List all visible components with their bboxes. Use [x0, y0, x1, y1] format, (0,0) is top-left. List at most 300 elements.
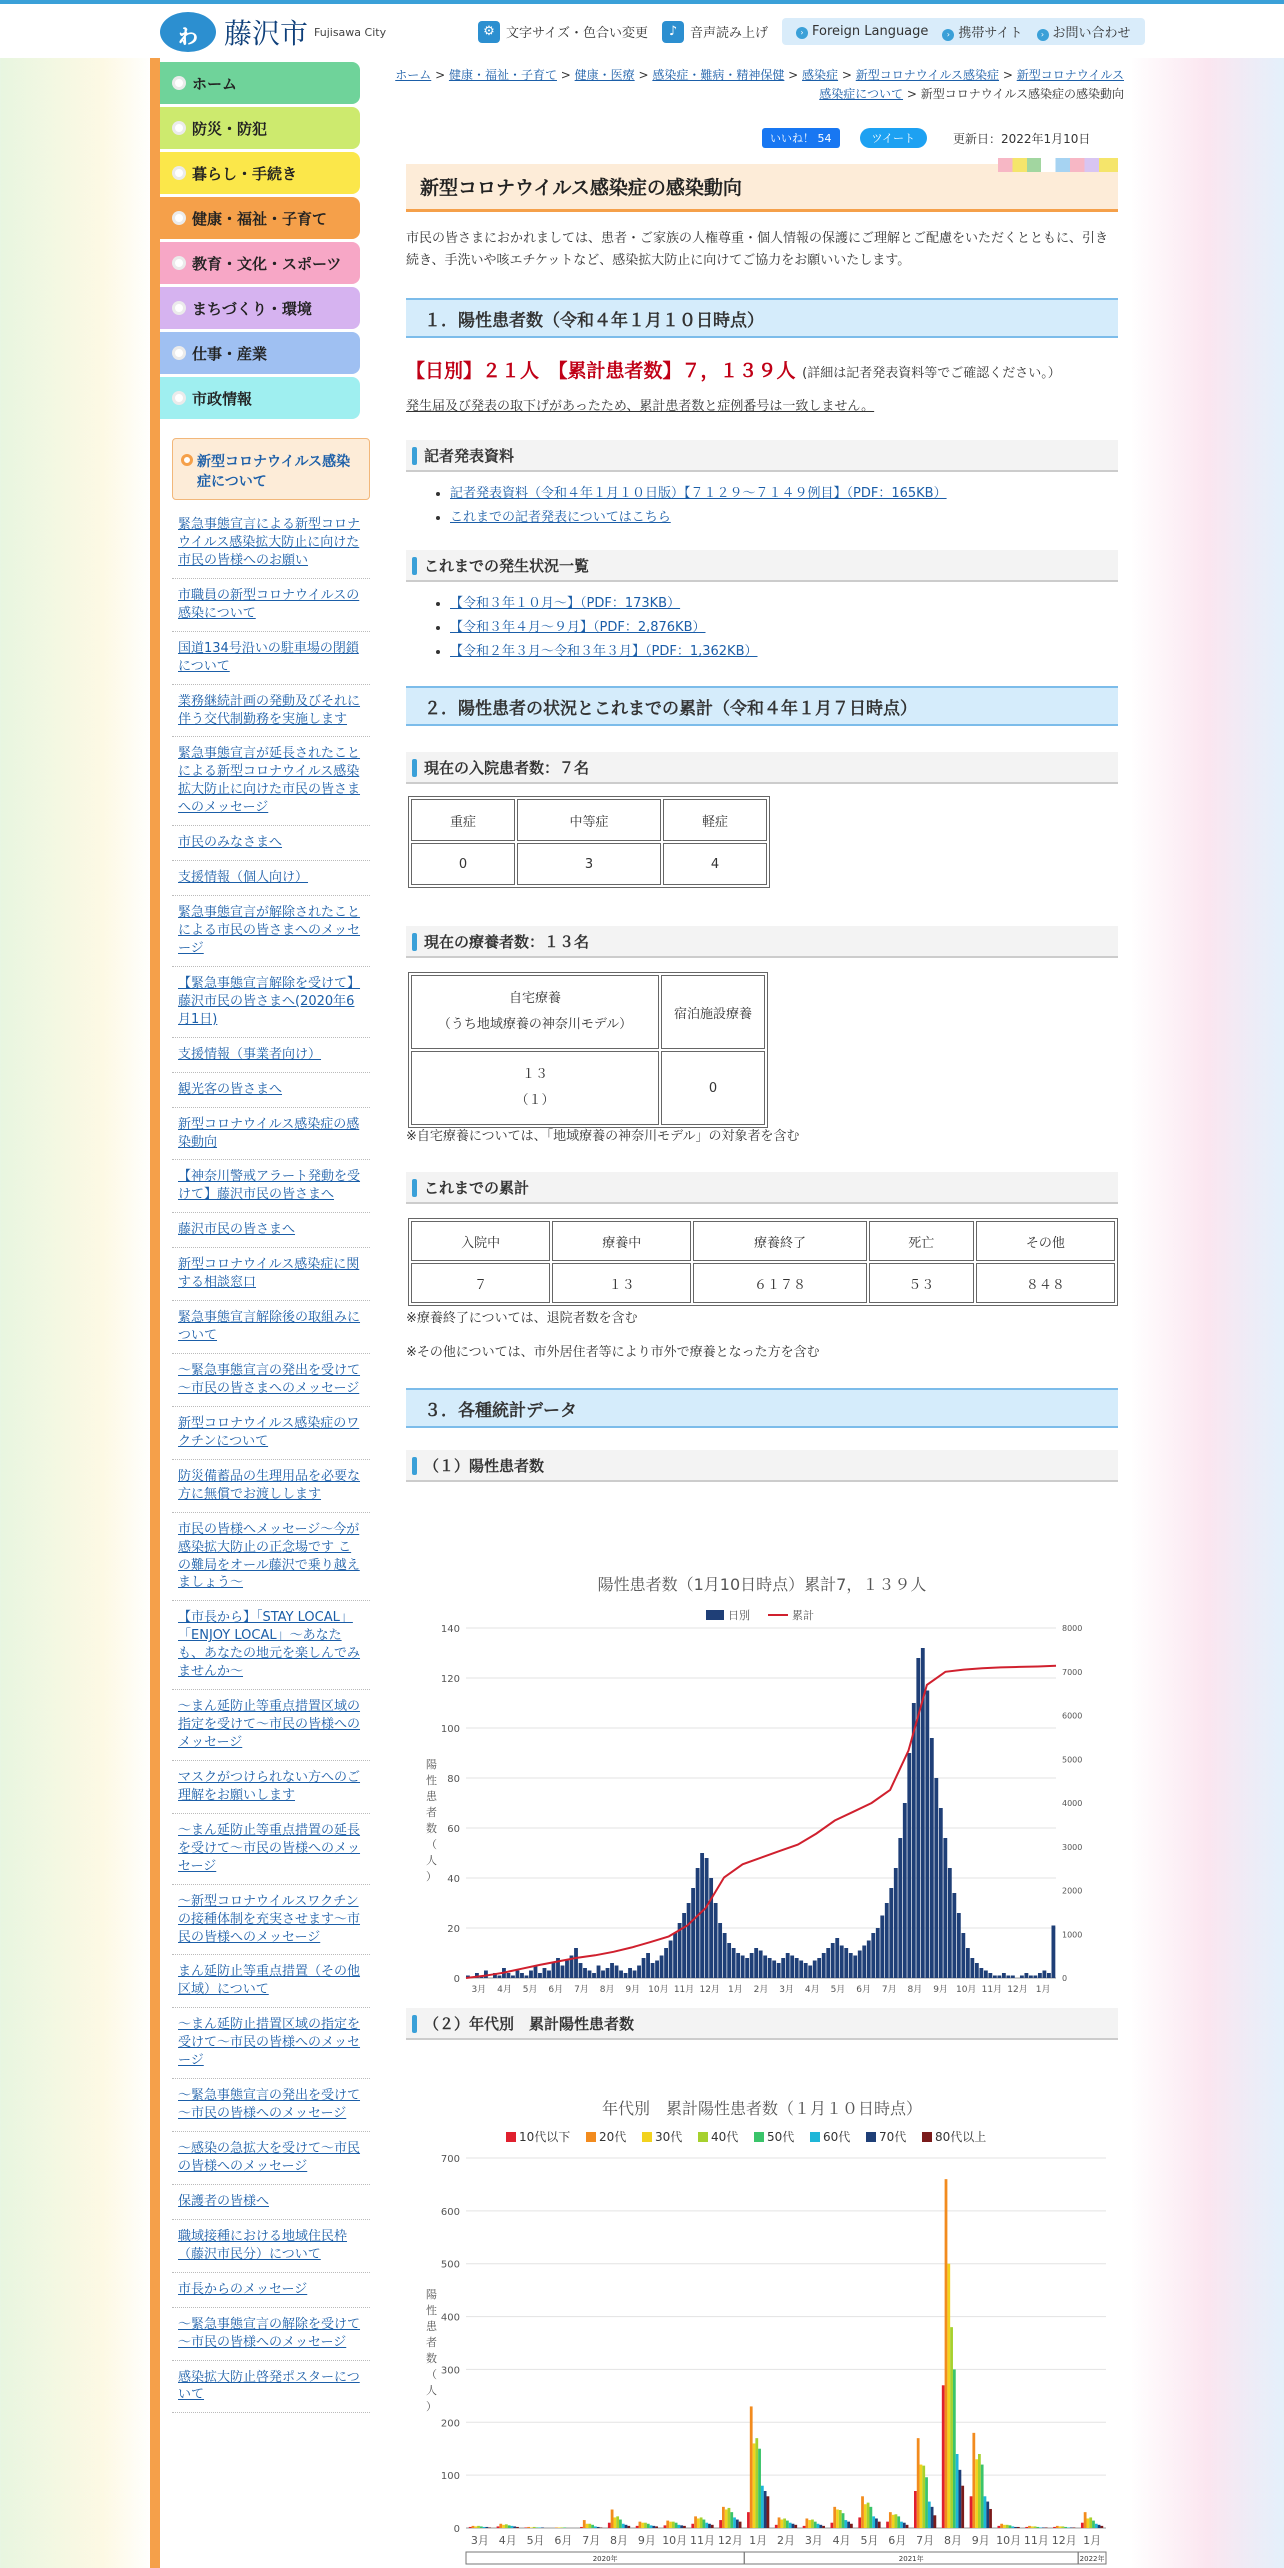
daily-bar	[516, 1971, 520, 1979]
y-tick-label: 400	[440, 2312, 460, 2324]
daily-bar	[1011, 1976, 1015, 1979]
global-nav-item[interactable]: 仕事・産業	[160, 332, 360, 374]
history-link[interactable]: • 【令和３年４月～９月】（PDF：2,876KB）	[450, 616, 758, 640]
breadcrumb-link[interactable]: 新型コロナウイルス感染症	[855, 68, 1000, 82]
legend-swatch	[506, 2132, 516, 2142]
care-note: ※自宅療養については、「地域療養の神奈川モデル」の対象者を含む	[406, 1129, 800, 1144]
legend-label: 50代	[767, 2130, 795, 2144]
breadcrumb-link[interactable]: 健康・福祉・子育て	[448, 68, 557, 82]
daily-bar	[993, 1976, 997, 1979]
local-nav-item[interactable]: ～緊急事態宣言の解除を受けて～市民の皆様へのメッセージ	[172, 2308, 370, 2361]
age-bar	[558, 2527, 561, 2528]
y-tick-label: 600	[440, 2206, 460, 2218]
local-nav-item[interactable]: 支援情報（個人向け）	[172, 861, 370, 896]
age-bar	[906, 2525, 909, 2528]
age-bar	[872, 2516, 875, 2528]
daily-bar	[1024, 1973, 1028, 1978]
daily-bar	[970, 1958, 974, 1978]
y2-tick-label: 7000	[1062, 1667, 1083, 1677]
daily-bar	[718, 1923, 722, 1978]
age-bar	[680, 2525, 683, 2528]
legend-swatch	[866, 2132, 876, 2142]
age-bar	[1098, 2525, 1101, 2528]
age-bar	[600, 2527, 603, 2528]
age-bar	[947, 2264, 950, 2528]
daily-bar	[651, 1963, 655, 1978]
daily-bar	[1033, 1976, 1037, 1979]
local-nav-item[interactable]: 国道134号沿いの駐車場の閉鎖について	[172, 632, 370, 685]
age-bar	[847, 2522, 850, 2528]
daily-bar	[561, 1966, 565, 1979]
age-bar	[719, 2520, 722, 2528]
tweet-button[interactable]: ツイート	[860, 128, 927, 148]
age-bar	[942, 2385, 945, 2528]
x-tick-label: 5月	[830, 1985, 846, 1995]
age-bar	[733, 2517, 736, 2528]
age-bar	[594, 2526, 597, 2528]
age-bar	[761, 2486, 764, 2528]
daily-bar	[754, 1948, 758, 1978]
local-nav-item[interactable]: ～感染の急拡大を受けて～市民の皆様へのメッセージ	[172, 2132, 370, 2185]
city-name-en: Fujisawa City	[314, 25, 387, 39]
age-bar	[644, 2523, 647, 2528]
breadcrumb-link[interactable]: 感染症	[802, 68, 839, 82]
daily-bar	[705, 1858, 709, 1978]
age-bar	[895, 2514, 898, 2528]
table-header: 中等症	[517, 799, 661, 841]
daily-bar	[736, 1953, 740, 1978]
age-bar	[878, 2522, 881, 2528]
daily-bar	[840, 1946, 844, 1979]
daily-bar	[709, 1878, 713, 1978]
age-bar	[831, 2523, 834, 2528]
table-cell: 3	[517, 843, 661, 885]
local-nav-item[interactable]: 感染拡大防止啓発ポスターについて	[172, 2361, 370, 2414]
age-bar	[669, 2522, 672, 2528]
legend-swatch	[698, 2132, 708, 2142]
age-group-chart	[406, 2068, 1118, 2568]
x-tick-label: 11月	[981, 1985, 1003, 1995]
age-bar	[613, 2517, 616, 2528]
age-bar	[639, 2522, 642, 2528]
y2-tick-label: 0	[1062, 1974, 1068, 1983]
daily-bar	[601, 1971, 605, 1979]
daily-bar	[822, 1953, 826, 1978]
age-bar	[814, 2522, 817, 2528]
global-nav-item[interactable]: まちづくり・環境	[160, 287, 360, 329]
table-header: 療養中	[552, 1221, 691, 1261]
global-nav-item[interactable]: 市政情報	[160, 377, 360, 419]
global-nav-item[interactable]: 健康・福祉・子育て	[160, 197, 360, 239]
local-nav-item[interactable]: 防災備蓄品の生理用品を必要な方に無償でお渡しします	[172, 1460, 370, 1513]
daily-bar	[790, 1956, 794, 1979]
local-nav-item[interactable]: まん延防止等重点措置（その他区域）について	[172, 1955, 370, 2008]
table-cell: ７	[411, 1263, 550, 1303]
age-bar	[850, 2524, 853, 2528]
local-nav-item[interactable]: 【神奈川警戒アラート発動を受けて】藤沢市民の皆さまへ	[172, 1160, 370, 1213]
local-nav-item[interactable]: 支援情報（事業者向け）	[172, 1038, 370, 1073]
x-tick-label: 8月	[943, 2534, 962, 2547]
legend-swatch	[754, 2132, 764, 2142]
age-bar	[541, 2527, 544, 2528]
x-tick-label: 9月	[625, 1985, 641, 1995]
bullet-icon: ›	[796, 27, 808, 39]
legend-label: 80代以上	[935, 2130, 987, 2144]
voice-read-link[interactable]: ♪ 音声読み上げ	[662, 21, 768, 43]
daily-bar	[691, 1888, 695, 1978]
table-header: 入院中	[411, 1221, 550, 1261]
age-bar	[819, 2525, 822, 2528]
local-nav-item[interactable]: ～緊急事態宣言の発出を受けて～市民の皆様へのメッセージ	[172, 2079, 370, 2132]
daily-bar	[696, 1868, 700, 1978]
care-heading: 現在の療養者数：１３名	[406, 926, 1118, 958]
x-tick-label: 12月	[1007, 1985, 1028, 1995]
age-bar	[722, 2507, 725, 2528]
x-tick-label: 7月	[574, 1985, 589, 1995]
y-tick-label: 140	[440, 1624, 460, 1635]
daily-bar	[898, 1838, 902, 1978]
breadcrumb-link[interactable]: 感染症・難病・精神保健	[652, 68, 785, 82]
breadcrumb-link[interactable]: 健康・医療	[574, 68, 635, 82]
daily-bar	[912, 1703, 916, 1978]
daily-bar	[907, 1753, 911, 1978]
local-nav-item[interactable]: 保護者の皆様へ	[172, 2185, 370, 2220]
daily-bar	[934, 1778, 938, 1978]
age-bar	[511, 2526, 514, 2528]
age-bar	[675, 2523, 678, 2528]
legend-label: 10代以下	[519, 2130, 571, 2144]
age-bar	[920, 2465, 923, 2528]
age-bar	[677, 2525, 680, 2528]
daily-bar	[592, 1973, 596, 1978]
local-nav-item[interactable]: ～まん延防止等重点措置区域の指定を受けて～市民の皆様へのメッセージ	[172, 1690, 370, 1761]
daily-bar	[943, 1838, 947, 1978]
local-nav-item[interactable]: 【緊急事態宣言解除を受けて】藤沢市民の皆さまへ(2020年6月1日)	[172, 967, 370, 1038]
legend-swatch	[922, 2132, 932, 2142]
age-bar	[1011, 2526, 1014, 2528]
age-bar	[778, 2517, 781, 2528]
age-bar	[1089, 2517, 1092, 2528]
age-bar	[997, 2526, 1000, 2528]
age-bar	[1014, 2527, 1017, 2528]
age-bar	[953, 2369, 956, 2528]
daily-bar	[610, 1963, 614, 1978]
local-nav-item[interactable]: 市民の皆様へメッセージ～今が感染拡大防止の正念場です この難局をオール藤沢で乗り越えましょう～	[172, 1513, 370, 1602]
age-bar	[747, 2512, 750, 2528]
local-nav-item[interactable]: 【市長から】「STAY LOCAL」「ENJOY LOCAL」～あなたも、あなたの地元を楽しんでみませんか～	[172, 1601, 370, 1690]
age-bar	[1084, 2512, 1087, 2528]
left-sidebar	[150, 58, 380, 2568]
age-bar	[1053, 2527, 1056, 2528]
daily-bar	[745, 1958, 749, 1978]
daily-positive-svg	[406, 1518, 1118, 2038]
global-nav-item[interactable]: 教育・文化・スポーツ	[160, 242, 360, 284]
breadcrumb-link[interactable]: ホーム	[395, 68, 432, 82]
daily-bar	[808, 1966, 812, 1979]
local-nav-item[interactable]: 新型コロナウイルス感染症の感染動向	[172, 1108, 370, 1161]
total-table	[408, 1218, 1118, 1306]
age-bar	[533, 2527, 536, 2528]
text-size-link[interactable]: ⚙ 文字サイズ・色合い変更	[478, 21, 648, 43]
age-bar	[914, 2491, 917, 2528]
daily-bar	[511, 1976, 515, 1979]
age-bar	[978, 2454, 981, 2528]
x-tick-label: 11月	[673, 1985, 695, 1995]
age-bar	[836, 2510, 839, 2529]
daily-bar	[642, 1958, 646, 1978]
local-nav-item[interactable]: ～まん延防止措置区域の指定を受けて～市民の皆様へのメッセージ	[172, 2008, 370, 2079]
legend-label: 累計	[792, 1609, 814, 1622]
daily-bar	[624, 1973, 628, 1978]
age-bar	[625, 2525, 628, 2528]
intro-text: 市民の皆さまにおかれましては、患者・ご家族の人権尊重・個人情報の保護にご理解とご配慮をいただくとともに、引き続き、手洗いや咳エチケットなど、感染拡大防止に向けてご協力をお願いいたします。	[406, 231, 1109, 269]
legend-label: 30代	[655, 2130, 683, 2144]
daily-bar	[543, 1968, 547, 1978]
x-tick-label: 6月	[554, 2534, 573, 2547]
speaker-icon: ♪	[662, 21, 684, 43]
updated-date: 更新日：2022年1月10日	[952, 131, 1091, 146]
age-bar	[1081, 2523, 1084, 2528]
age-bar	[950, 2327, 953, 2528]
daily-bar	[619, 1971, 623, 1979]
local-nav-item[interactable]: ～まん延防止等重点措置の延長を受けて～市民の皆様へのメッセージ	[172, 1814, 370, 1885]
age-bar	[811, 2520, 814, 2528]
age-bar	[989, 2509, 992, 2528]
age-bar	[794, 2525, 797, 2528]
age-bar	[703, 2520, 706, 2528]
x-tick-label: 7月	[881, 1985, 897, 1995]
local-nav-item[interactable]: 観光客の皆さまへ	[172, 1073, 370, 1108]
age-bar	[616, 2516, 619, 2528]
daily-bar	[1020, 1976, 1024, 1979]
age-bar	[755, 2438, 758, 2528]
x-tick-label: 6月	[548, 1985, 564, 1995]
x-tick-label: 6月	[888, 2534, 907, 2547]
daily-bar	[1038, 1973, 1042, 1978]
daily-bar	[759, 1951, 763, 1979]
daily-bar	[813, 1961, 817, 1979]
cumulative-line	[466, 1666, 1056, 1978]
legend-label: 70代	[879, 2130, 907, 2144]
age-bar	[780, 2520, 783, 2528]
local-nav-item[interactable]: マスクがつけられない方へのご理解をお願いします	[172, 1761, 370, 1814]
age-bar	[783, 2518, 786, 2528]
age-bar	[666, 2521, 669, 2528]
table-header: 軽症	[663, 799, 767, 841]
local-nav-item[interactable]: 緊急事態宣言解除後の取組みについて	[172, 1301, 370, 1354]
table-cell: 0	[411, 843, 515, 885]
history-link[interactable]: • 【令和３年１０月～】（PDF：173KB）	[450, 592, 758, 616]
breadcrumb: ホーム > 健康・福祉・子育て > 健康・医療 > 感染症・難病・精神保健 > 感染症 > 新型コロナウイルス感染症 > 新型コロナウイルス感染症について > 新型コロナウイルス感染症の感染動向	[395, 68, 1124, 102]
daily-bar	[975, 1963, 979, 1978]
age-bar	[750, 2406, 753, 2528]
daily-bar	[1051, 1926, 1055, 1979]
age-bar	[591, 2525, 594, 2528]
daily-bar	[597, 1966, 601, 1979]
x-tick-label: 10月	[996, 2534, 1022, 2547]
x-tick-label: 3月	[779, 1985, 795, 1995]
daily-bar	[853, 1956, 857, 1979]
age-bar	[1039, 2527, 1042, 2528]
city-name: 藤沢市	[224, 17, 309, 50]
total-note-1: ※療養終了については、退院者数を含む	[406, 1311, 638, 1326]
global-nav-item[interactable]: ホーム	[160, 62, 360, 104]
age-bar	[1056, 2526, 1059, 2528]
facebook-like-button[interactable]: いいね！ 54	[762, 128, 840, 148]
x-tick-label: 2月	[777, 2534, 795, 2547]
local-nav-item[interactable]: 職域接種における地域住民枠（藤沢市民分）について	[172, 2220, 370, 2273]
x-tick-label: 5月	[860, 2534, 879, 2547]
daily-bar	[633, 1971, 637, 1979]
age-bar	[1009, 2525, 1012, 2528]
hospitalized-table	[408, 796, 770, 888]
daily-bar	[777, 1963, 781, 1978]
age-bar	[655, 2526, 658, 2528]
press-link[interactable]: • 記者発表資料（令和４年１月１０日版）【７１２９～７１４９例目】（PDF：165KB）	[450, 482, 947, 506]
y-tick-label: 0	[453, 1974, 460, 1985]
x-tick-label: 9月	[933, 1985, 948, 1995]
press-link[interactable]: • これまでの記者発表についてはこちら	[450, 506, 947, 530]
main-content	[392, 58, 1132, 2568]
daily-bar	[880, 1916, 884, 1979]
age-bar	[1034, 2526, 1037, 2528]
x-tick-label: 11月	[1023, 2534, 1049, 2547]
age-bar	[664, 2525, 667, 2528]
section-1-heading: １．陽性患者数（令和４年１月１０日時点）	[406, 298, 1118, 338]
table-cell: ５３	[869, 1263, 974, 1303]
local-nav-item[interactable]: 新型コロナウイルス感染症のワクチンについて	[172, 1407, 370, 1460]
daily-bar	[538, 1973, 542, 1978]
page-title: 新型コロナウイルス感染症の感染動向	[406, 164, 1118, 212]
age-bar	[672, 2522, 675, 2528]
age-bar	[875, 2518, 878, 2528]
age-bar	[477, 2526, 480, 2528]
age-bar	[728, 2508, 731, 2528]
local-nav-item[interactable]: 市長からのメッセージ	[172, 2273, 370, 2308]
daily-bar	[1042, 1971, 1046, 1979]
local-nav-item[interactable]: 緊急事態宣言による新型コロナウイルス感染拡大防止に向けた市民の皆様へのお願い	[172, 508, 370, 579]
age-bar	[833, 2507, 836, 2528]
daily-bar	[939, 1808, 943, 1978]
table-header: その他	[976, 1221, 1115, 1261]
age-bar	[536, 2527, 539, 2528]
daily-bar	[498, 1976, 502, 1979]
y-tick-label: 60	[447, 1824, 460, 1835]
global-nav-item[interactable]: 暮らし・手続き	[160, 152, 360, 194]
local-nav-item[interactable]: 藤沢市民の皆さまへ	[172, 1213, 370, 1248]
x-tick-label: 5月	[526, 2534, 545, 2547]
age-bar	[1100, 2526, 1103, 2528]
daily-bar	[673, 1933, 677, 1978]
local-nav-item[interactable]: ～緊急事態宣言の発出を受けて～市民の皆さまへのメッセージ	[172, 1354, 370, 1407]
local-nav-item[interactable]: 緊急事態宣言が解除されたことによる市民の皆さまへのメッセージ	[172, 896, 370, 967]
age-chart-heading: （２）年代別 累計陽性患者数	[406, 2008, 1118, 2040]
local-nav-item[interactable]: 業務継続計画の発動及びそれに伴う交代制勤務を実施します	[172, 685, 370, 738]
foreign-language-link[interactable]: › Foreign Language	[796, 24, 928, 39]
age-bar	[917, 2438, 920, 2528]
local-nav-head[interactable]: 新型コロナウイルス感染症について	[172, 438, 370, 500]
y-tick-label: 80	[447, 1774, 460, 1785]
age-bar	[527, 2527, 530, 2528]
age-bar	[636, 2526, 639, 2528]
table-header: 自宅療養 （うち地域療養の神奈川モデル）	[411, 975, 659, 1049]
age-bar	[839, 2510, 842, 2528]
y-tick-label: 120	[440, 1674, 460, 1685]
bullet-icon	[172, 121, 186, 135]
daily-bar	[799, 1961, 803, 1979]
daily-bar	[871, 1933, 875, 1978]
local-nav-item[interactable]: 緊急事態宣言が延長されたことによる新型コロナウイルス感染拡大防止に向けた市民の皆さまへのメッセージ	[172, 737, 370, 826]
global-nav-item[interactable]: 防災・防犯	[160, 107, 360, 149]
local-nav-item[interactable]: 市民のみなさまへ	[172, 826, 370, 861]
y2-tick-label: 6000	[1062, 1711, 1083, 1721]
age-bar	[867, 2503, 870, 2528]
y2-tick-label: 1000	[1062, 1930, 1083, 1940]
local-nav-item[interactable]: 市職員の新型コロナウイルスの感染について	[172, 579, 370, 632]
daily-bar	[714, 1903, 718, 1978]
site-header	[0, 0, 1284, 58]
daily-bar	[507, 1973, 511, 1978]
daily-bar	[957, 1913, 961, 1978]
x-tick-label: 3月	[471, 1985, 487, 1995]
age-bar	[469, 2527, 472, 2528]
local-nav-item[interactable]: ～新型コロナウイルスワクチンの接種体制を充実させます～市民の皆様へのメッセージ	[172, 1885, 370, 1956]
legend-label: 20代	[599, 2130, 627, 2144]
y-tick-label: 700	[440, 2154, 460, 2165]
total-heading: これまでの累計	[406, 1172, 1118, 1204]
contact-link[interactable]: › お問い合わせ	[1037, 22, 1131, 41]
mobile-site-link[interactable]: › 携帯サイト	[942, 22, 1022, 41]
age-bar	[608, 2523, 611, 2528]
age-bar	[753, 2443, 756, 2528]
breadcrumb-current: 新型コロナウイルス感染症の感染動向	[920, 87, 1124, 102]
age-bar	[758, 2449, 761, 2528]
daily-bar	[885, 1903, 889, 1978]
age-bar	[864, 2504, 867, 2528]
daily-bar	[646, 1953, 650, 1978]
daily-bar	[700, 1853, 704, 1978]
age-bar	[647, 2524, 650, 2528]
y-tick-label: 100	[440, 1724, 460, 1735]
table-header: 重症	[411, 799, 515, 841]
table-cell: 4	[663, 843, 767, 885]
bullet-icon	[172, 76, 186, 90]
daily-positive-chart	[406, 1518, 1118, 2038]
daily-bar	[525, 1976, 529, 1979]
x-tick-label: 8月	[599, 1985, 615, 1995]
local-nav-item[interactable]: 新型コロナウイルス感染症に関する相談窓口	[172, 1248, 370, 1301]
age-bar	[805, 2518, 808, 2528]
age-bar	[619, 2520, 622, 2528]
daily-bar	[781, 1958, 785, 1978]
age-bar	[652, 2526, 655, 2528]
utility-links	[782, 18, 1145, 45]
x-tick-label: 1月	[727, 1985, 743, 1995]
daily-bar	[988, 1973, 992, 1978]
legend-swatch	[642, 2132, 652, 2142]
age-bar	[1006, 2525, 1009, 2528]
utility-nav	[478, 18, 1145, 45]
x-tick-label: 12月	[717, 2534, 743, 2547]
age-bar	[705, 2523, 708, 2528]
table-cell: ８４８	[976, 1263, 1115, 1303]
age-bar	[808, 2520, 811, 2528]
breadcrumb-link[interactable]: 新型コロナウイルス感染症について	[819, 68, 1124, 102]
bullet-icon	[181, 454, 193, 466]
chart-title: 陽性患者数（1月10日時点）累計7，１３９人	[597, 1575, 927, 1594]
site-logo[interactable]	[160, 12, 386, 52]
history-link[interactable]: • 【令和２年３月～令和３年３月】（PDF：1,362KB）	[450, 640, 758, 664]
